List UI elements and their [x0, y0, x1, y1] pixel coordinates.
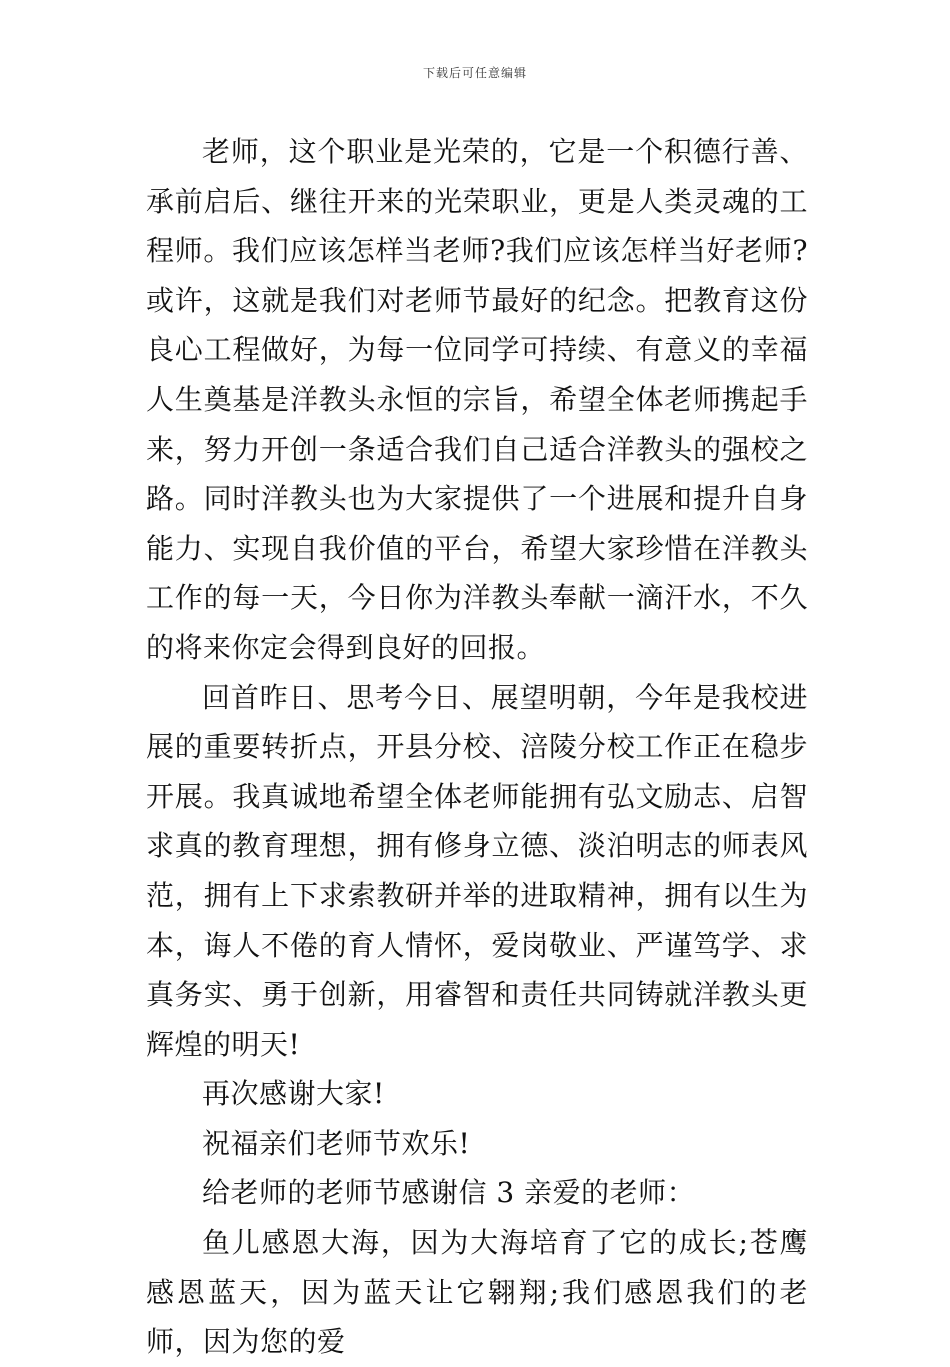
paragraph: 再次感谢大家! — [202, 1077, 385, 1111]
paragraph: 回首昨日、思考今日、展望明朝，今年是我校进展的重要转折点，开县分校、涪陵分校工作正在稳步开展。我真诚地希望全体老师能拥有弘文励志、启智求真的教育理想，拥有修身立德、淡泊明志的师表风范，拥有上下求索教研并举的进取精神，拥有以生为本，诲人不倦的育人情怀，爱岗敬业、严谨笃学、求真务实、勇于创新，用睿智和责任共同铸就洋教头更辉煌的明天! — [146, 680, 808, 1061]
paragraph: 鱼儿感恩大海，因为大海培育了它的成长;苍鹰感恩蓝天，因为蓝天让它翱翔;我们感恩我们的老师，因为您的爱 — [146, 1226, 808, 1359]
paragraph: 给老师的老师节感谢信 3 亲爱的老师： — [202, 1176, 696, 1210]
page-header-note: 下载后可任意编辑 — [422, 66, 527, 80]
paragraph: 祝福亲们老师节欢乐! — [202, 1126, 471, 1160]
document-body — [146, 127, 808, 1367]
paragraph: 老师，这个职业是光荣的，它是一个积德行善、承前启后、继往开来的光荣职业，更是人类灵魂的工程师。我们应该怎样当老师?我们应该怎样当好老师?或许，这就是我们对老师节最好的纪念。把教育这份良心工程做好，为每一位同学可持续、有意义的幸福人生奠基是洋教头永恒的宗旨，希望全体老师携起手来，努力开创一条适合我们自己适合洋教头的强校之路。同时洋教头也为大家提供了一个进展和提升自身能力、实现自我价值的平台，希望大家珍惜在洋教头工作的每一天，今日你为洋教头奉献一滴汗水，不久的将来你定会得到良好的回报。 — [146, 135, 808, 664]
